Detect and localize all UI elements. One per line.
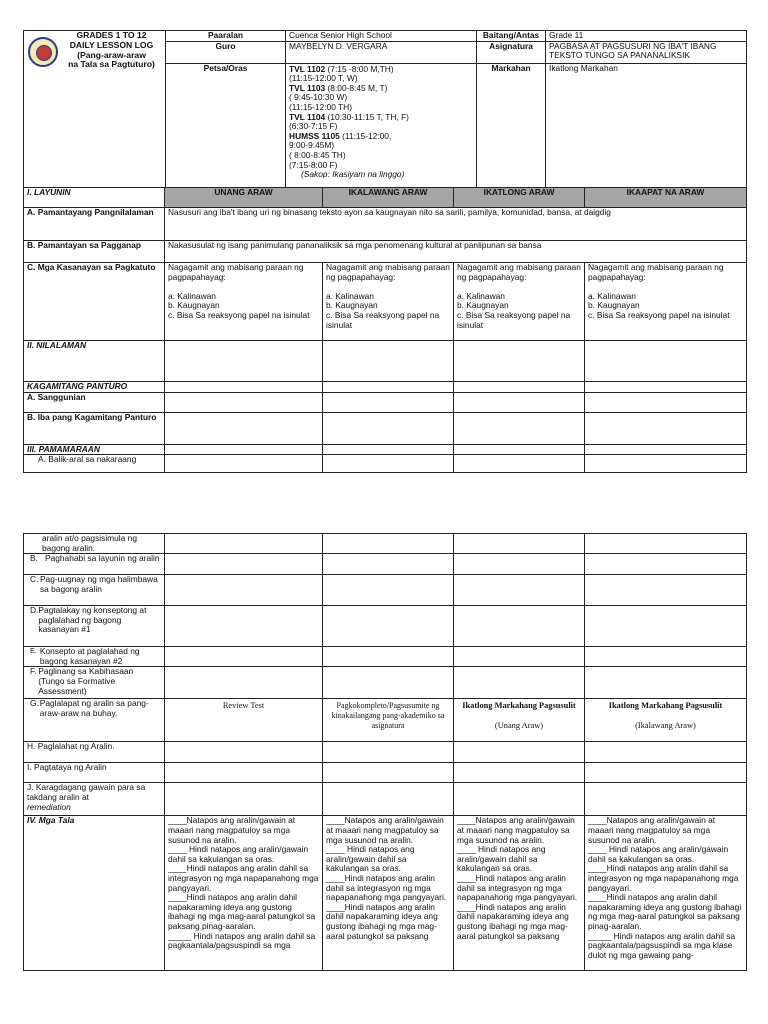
petsa-label: Petsa/Oras (166, 63, 286, 187)
markahan-label: Markahan (477, 63, 546, 187)
tala-cell-1: ____Natapos ang aralin/gawain at maaari nang magpatuloy sa mga susunod na aralin. ____ Hindi natapos ang aralin/gawain dahil sa kakulangan sa oras. ____Hindi natapos ang aralin dahil sa integrasyon ng mga napapanahong mga pangyayari. ____Hindi natapos ang aralin dahil napakaraming ideya ang gustong ibahagi ng mga mag-aaral patungkol sa paksang pinag-aaralan. _____ Hindi natapos ang aralin dahil sa pagkaantala/pagsuspindi sa mga (165, 816, 323, 971)
asignatura-value: PAGBASA AT PAGSUSURI NG IBA'T IBANG TEKSTO TUNGO SA PANANALIKSIK (546, 41, 747, 63)
empty-cell (454, 667, 585, 699)
row-text: Paglinang sa Kabihasaan (Tungo sa Formative Assessment) (38, 666, 134, 696)
empty-cell (585, 647, 747, 667)
day-header-4: IKAAPAT NA ARAW (585, 188, 747, 208)
empty-cell (454, 554, 585, 575)
empty-cell (585, 606, 747, 647)
empty-cell (323, 412, 454, 444)
empty-cell (323, 444, 454, 455)
g-cell-day4 (585, 699, 747, 742)
row-text: Pagtalakay ng konseptong at paglalahad ng bagong kasanayan #1 (38, 605, 147, 635)
row-text: Pag-uugnay ng mga halimbawa sa bagong aralin (39, 574, 158, 594)
empty-cell (323, 341, 454, 382)
empty-cell (323, 606, 454, 647)
row-label-h: H. Paglalahat ng Aralin. (24, 742, 165, 763)
dll-title-line-3: (Pang-araw-araw (77, 49, 146, 60)
pagganap-value: Nakasusulat ng isang panimulang pananaliksik sa mga penomenang kultural at panlipunan sa bansa (165, 241, 747, 263)
mga-tala-heading: IV. Mga Tala (24, 816, 165, 971)
kasanayan-label: C. Mga Kasanayan sa Pagkatuto (24, 263, 165, 341)
dll-title-line-4: na Tala sa Pagtuturo) (68, 59, 155, 70)
empty-cell (165, 412, 323, 444)
schedule-code: TVL 1104 (289, 111, 326, 122)
dll-title-line-1: GRADES 1 TO 12 (76, 30, 147, 40)
empty-cell (323, 742, 454, 763)
dll-title-line-2: DAILY LESSON LOG (69, 39, 154, 50)
row-letter: F. (30, 666, 37, 677)
row-label-j (24, 783, 165, 816)
empty-cell (585, 534, 747, 554)
day-header-2: IKALAWANG ARAW (323, 188, 454, 208)
row-text: Paglalapat ng aralin sa pang-araw-araw na buhay. (39, 698, 149, 718)
empty-cell (454, 575, 585, 606)
empty-cell (585, 742, 747, 763)
empty-cell (165, 742, 323, 763)
remediation-text: remediation (27, 801, 71, 812)
empty-cell (454, 455, 585, 473)
g-cell-day4-title: Ikatlong Markahang Pagsusulit (608, 701, 723, 711)
day-header-3: IKATLONG ARAW (454, 188, 585, 208)
schedule-entry (289, 84, 473, 113)
empty-cell (323, 667, 454, 699)
tala-cell-2: ____Natapos ang aralin/gawain at maaari nang magpatuloy sa mga susunod na aralin. ____ Hindi natapos ang aralin/gawain dahil sa kakulangan sa oras. ____Hindi natapos ang aralin dahil sa integrasyon ng mga napapanahong mga pangyayari. ____Hindi natapos ang aralin dahil napakaraming ideya ang gustong ibahagi ng mga mag-aaral patungkol sa paksang (323, 816, 454, 971)
dll-header-table (23, 30, 747, 188)
empty-cell (454, 341, 585, 382)
empty-cell (585, 554, 747, 575)
empty-cell (323, 647, 454, 667)
empty-cell (585, 783, 747, 816)
pamantayang-value: Nasusuri ang iba't ibang uri ng binasang teksto ayon sa kaugnayan nito sa sarili, pamilya, komunidad, bansa, at daigdig (165, 208, 747, 241)
empty-cell (323, 392, 454, 412)
empty-cell (165, 647, 323, 667)
guro-value: MAYBELYN D. VERGARA (286, 41, 477, 63)
empty-cell (585, 382, 747, 393)
dll-title-cell (24, 31, 166, 188)
empty-cell (454, 444, 585, 455)
empty-cell (585, 455, 747, 473)
dll-body-table-page2 (23, 533, 747, 971)
sanggunian-label: A. Sanggunian (24, 392, 165, 412)
markahan-value: Ikatlong Markahan (546, 63, 747, 187)
empty-cell (454, 763, 585, 783)
g-cell-day2: Pagkokompleto/Pagsusumite ng kinakailangang pang-akademiko sa asignatura (323, 699, 454, 742)
row-label-e (24, 647, 165, 667)
row-label-i: I. Pagtataya ng Aralin (24, 763, 165, 783)
balik-aral-label: A. Balik-aral sa nakaraang (24, 455, 165, 473)
pagganap-label: B. Pamantayan sa Pagganap (24, 241, 165, 263)
empty-cell (165, 575, 323, 606)
row-text: J. Karagdagang gawain para sa takdang aralin at (27, 782, 146, 802)
empty-cell (165, 455, 323, 473)
g-cell-day3-title: Ikatlong Markahang Pagsusulit (462, 701, 576, 711)
empty-cell (165, 534, 323, 554)
empty-cell (585, 667, 747, 699)
empty-cell (165, 341, 323, 382)
sakop-note: (Sakop: Ikasiyam na linggo) (301, 169, 405, 180)
empty-cell (585, 412, 747, 444)
row-label-c (24, 575, 165, 606)
row-letter: G. (30, 698, 39, 709)
schedule-code: HUMSS 1105 (289, 130, 340, 141)
empty-cell (323, 382, 454, 393)
empty-cell (454, 382, 585, 393)
row-text: Paghahabi sa layunin ng aralin (45, 553, 160, 564)
empty-cell (585, 392, 747, 412)
row-letter: B. (30, 553, 38, 564)
row-label-d (24, 606, 165, 647)
schedule-entry (289, 132, 473, 170)
row-letter: D. (30, 605, 39, 616)
baitang-value: Grade 11 (546, 31, 747, 42)
layunin-heading: I. LAYUNIN (24, 188, 165, 208)
guro-label: Guro (166, 41, 286, 63)
tala-cell-4: ____Natapos ang aralin/gawain at maaari nang magpatuloy sa mga susunod na aralin. ____ Hindi natapos ang aralin/gawain dahil sa kakulangan sa oras. ____Hindi natapos ang aralin dahil sa integrasyon ng mga napapanahong mga pangyayari. ____Hindi natapos ang aralin dahil napakaraming ideya ang gustong ibahagi ng mga mag-aaral patungkol sa paksang pinag-aaralan. _____ Hindi natapos ang aralin dahil sa pagkaantala/pagsuspindi sa mga klase dulot ng mga gawaing pang- (585, 816, 747, 971)
schedule-time: (7:15 -8:00 M,TH) (11:15-12:00 T, W) (289, 63, 394, 84)
empty-cell (323, 534, 454, 554)
empty-cell (585, 575, 747, 606)
empty-cell (585, 444, 747, 455)
empty-cell (165, 554, 323, 575)
deped-seal-icon (28, 37, 58, 67)
baitang-label: Baitang/Antas (477, 31, 546, 42)
empty-cell (165, 444, 323, 455)
paaralan-label: Paaralan (166, 31, 286, 42)
empty-cell (585, 341, 747, 382)
empty-cell (165, 763, 323, 783)
kasanayan-cell-3: Nagagamit ang mabisang paraan ng pagpapahayag: a. Kalinawan b. Kaugnayan c. Bisa Sa reaksyong papel na isinulat (454, 263, 585, 341)
empty-cell (165, 606, 323, 647)
empty-cell (454, 392, 585, 412)
row-letter: E. (30, 648, 37, 656)
empty-cell (454, 783, 585, 816)
empty-cell (323, 575, 454, 606)
schedule-time: (8:00-8:45 M, T) ( 9:45-10:30 W) (11:15-12:00 TH) (289, 82, 388, 112)
row-label-f (24, 667, 165, 699)
empty-cell (165, 667, 323, 699)
empty-cell (323, 455, 454, 473)
iba-pang-label: B. Iba pang Kagamitang Panturo (24, 412, 165, 444)
g-cell-day4-sub: (Ikalawang Araw) (635, 720, 696, 730)
empty-cell (323, 554, 454, 575)
kasanayan-cell-4: Nagagamit ang mabisang paraan ng pagpapahayag: a. Kalinawan b. Kaugnayan c. Bisa Sa reaksyong papel na isinulat (585, 263, 747, 341)
row-text: Konsepto at paglalahad ng bagong kasanayan #2 (39, 646, 140, 666)
empty-cell (323, 763, 454, 783)
kasanayan-cell-2: Nagagamit ang mabisang paraan ng pagpapahayag: a. Kalinawan b. Kaugnayan c. Bisa Sa reaksyong papel na isinulat (323, 263, 454, 341)
kasanayan-cell-1: Nagagamit ang mabisang paraan ng pagpapahayag: a. Kalinawan b. Kaugnayan c. Bisa Sa reaksyong papel na isinulat (165, 263, 323, 341)
dll-body-table-page1 (23, 187, 747, 473)
g-cell-day1: Review Test (165, 699, 323, 742)
pamamaraan-heading: III. PAMAMARAAN (24, 444, 165, 455)
asignatura-label: Asignatura (477, 41, 546, 63)
tala-cell-3: ____Natapos ang aralin/gawain at maaari nang magpatuloy sa mga susunod na aralin. ____ Hindi natapos ang aralin/gawain dahil sa kakulangan sa oras. ____Hindi natapos ang aralin dahil sa integrasyon ng mga napapanahong mga pangyayari. ____Hindi natapos ang aralin dahil napakaraming ideya ang gustong ibahagi ng mga mag-aaral patungkol sa paksang (454, 816, 585, 971)
g-cell-day3-sub: (Unang Araw) (494, 720, 544, 730)
empty-cell (165, 783, 323, 816)
pamantayang-label: A. Pamantayang Pangnilalaman (24, 208, 165, 241)
row-label-b (24, 554, 165, 575)
schedule-cell (286, 63, 477, 187)
day-header-1: UNANG ARAW (165, 188, 323, 208)
empty-cell (585, 763, 747, 783)
g-cell-day3 (454, 699, 585, 742)
empty-cell (454, 647, 585, 667)
row-label-g (24, 699, 165, 742)
empty-cell (454, 534, 585, 554)
schedule-time: (10:30-11:15 T, TH, F) (6:30-7:15 F) (289, 111, 409, 132)
empty-cell (454, 412, 585, 444)
empty-cell (454, 606, 585, 647)
nilalaman-heading: II. NILALAMAN (24, 341, 165, 382)
empty-cell (454, 742, 585, 763)
schedule-code: TVL 1103 (289, 82, 326, 93)
empty-cell (165, 382, 323, 393)
kagamitang-heading: KAGAMITANG PANTURO (24, 382, 165, 393)
schedule-entry (289, 113, 473, 132)
empty-cell (165, 392, 323, 412)
schedule-time: (11:15-12:00, 9:00-9:45M) ( 8:00-8:45 TH) (7:15-8:00 F) (289, 130, 392, 170)
balik-aral-continuation: aralin at/o pagsisimula ng bagong aralin. (24, 534, 165, 554)
row-letter: C. (30, 574, 39, 585)
empty-cell (323, 783, 454, 816)
schedule-code: TVL 1102 (289, 63, 326, 74)
paaralan-value: Cuenca Senior High School (286, 31, 477, 42)
schedule-entry (289, 65, 473, 84)
